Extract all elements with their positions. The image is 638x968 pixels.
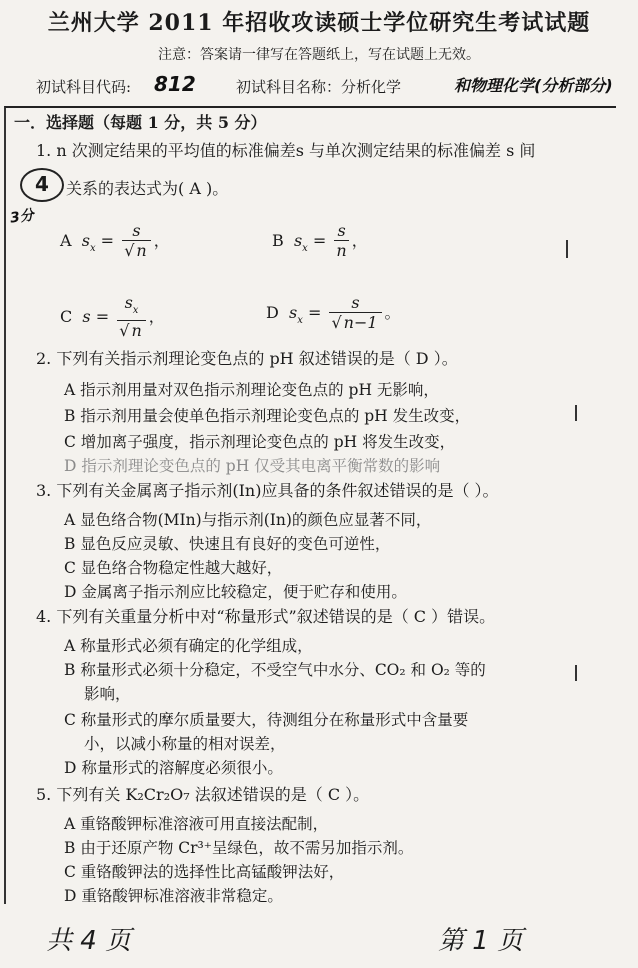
q1-option-d: D $s_x$ = $\frac{s}{√ n-1}$ 。 <box>266 293 401 332</box>
q2-option-b: B 指示剂用量会使单色指示剂理论变色点的 pH 发生改变， <box>64 407 471 425</box>
q4-option-c-line1: C 称量形式的摩尔质量要大，待测组分在称量形式中含量要 <box>64 711 469 729</box>
q4-option-b-line2: 影响， <box>84 685 131 703</box>
q1-stem-line2: 关系的表达式为( A )。 <box>66 179 229 198</box>
q1-option-a: A $s_x$ = $\frac{s}{√ n}$ ， <box>60 221 170 260</box>
q3-option-d: D 金属离子指示剂应比较稳定，便于贮存和使用。 <box>64 583 407 601</box>
margin-tick-mark <box>566 240 568 258</box>
q2-stem: 2. 下列有关指示剂理论变色点的 pH 叙述错误的是（ D ）。 <box>36 349 458 368</box>
q1-option-d-label: D <box>266 303 279 322</box>
q5-option-d: D 重铬酸钾标准溶液非常稳定。 <box>64 887 283 905</box>
footer-page-number: 第 1 页 <box>438 926 524 956</box>
q1-option-b: B $s_x$ = $\frac{s}{n}$ ， <box>272 221 368 260</box>
exam-notice: 注意：答案请一律写在答题纸上，写在试题上无效。 <box>158 47 480 63</box>
margin-tick-mark <box>575 405 577 421</box>
q5-option-b: B 由于还原产物 Cr³⁺呈绿色，故不需另加指示剂。 <box>64 839 414 857</box>
footer-total-pages: 共 4 页 <box>46 926 132 956</box>
q2-option-a: A 指示剂用量对双色指示剂理论变色点的 pH 无影响， <box>64 381 439 399</box>
margin-tick-mark <box>575 665 577 681</box>
handwritten-margin-note: 3分 <box>9 207 35 227</box>
exam-title: 兰州大学 2011 年招收攻读硕士学位研究生考试试题 <box>47 10 591 36</box>
handwritten-circle-mark: 4 <box>20 168 64 202</box>
q3-option-c: C 显色络合物稳定性越大越好， <box>64 559 283 577</box>
subject-name-label: 初试科目名称：分析化学 <box>236 78 402 96</box>
q1-stem-line1: 1. n 次测定结果的平均值的标准偏差s 与单次测定结果的标准偏差 s 间 <box>36 141 536 160</box>
q4-stem: 4. 下列有关重量分析中对“称量形式”叙述错误的是（ C ）错误。 <box>36 607 496 626</box>
q4-option-c-line2: 小，以减小称量的相对误差， <box>84 735 286 753</box>
q4-option-a: A 称量形式必须有确定的化学组成， <box>64 637 313 655</box>
q1-option-b-label: B <box>272 231 284 250</box>
q5-stem: 5. 下列有关 K₂Cr₂O₇ 法叙述错误的是（ C ）。 <box>36 785 370 804</box>
q2-option-d: D 指示剂理论变色点的 pH 仅受其电离平衡常数的影响 <box>64 457 441 475</box>
subject-code-label: 初试科目代码: <box>36 78 132 96</box>
q5-option-a: A 重铬酸钾标准溶液可用直接法配制， <box>64 815 329 833</box>
q5-option-c: C 重铬酸钾法的选择性比高锰酸钾法好， <box>64 863 345 881</box>
q3-option-b: B 显色反应灵敏、快速且有良好的变色可逆性， <box>64 535 391 553</box>
subject-row <box>36 72 636 100</box>
q1-option-c-label: C <box>60 307 73 326</box>
q2-option-c: C 增加离子强度，指示剂理论变色点的 pH 将发生改变， <box>64 433 456 451</box>
q4-option-d: D 称量形式的溶解度必须很小。 <box>64 759 283 777</box>
q3-stem: 3. 下列有关金属离子指示剂(In)应具备的条件叙述错误的是（ ）。 <box>36 481 499 500</box>
section-title: 一．选择题（每题 1 分，共 5 分） <box>14 113 267 132</box>
q4-option-b-line1: B 称量形式必须十分稳定，不受空气中水分、CO₂ 和 O₂ 等的 <box>64 661 486 679</box>
q3-option-a: A 显色络合物(MIn)与指示剂(In)的颜色应显著不同， <box>64 511 432 529</box>
subject-code-value: 812 <box>154 72 196 96</box>
q1-option-a-label: A <box>60 231 72 250</box>
q1-option-c: C s = $\frac{s_x}{√ n}$ ， <box>60 293 165 340</box>
subject-name-value: 和物理化学(分析部分) <box>454 76 613 95</box>
